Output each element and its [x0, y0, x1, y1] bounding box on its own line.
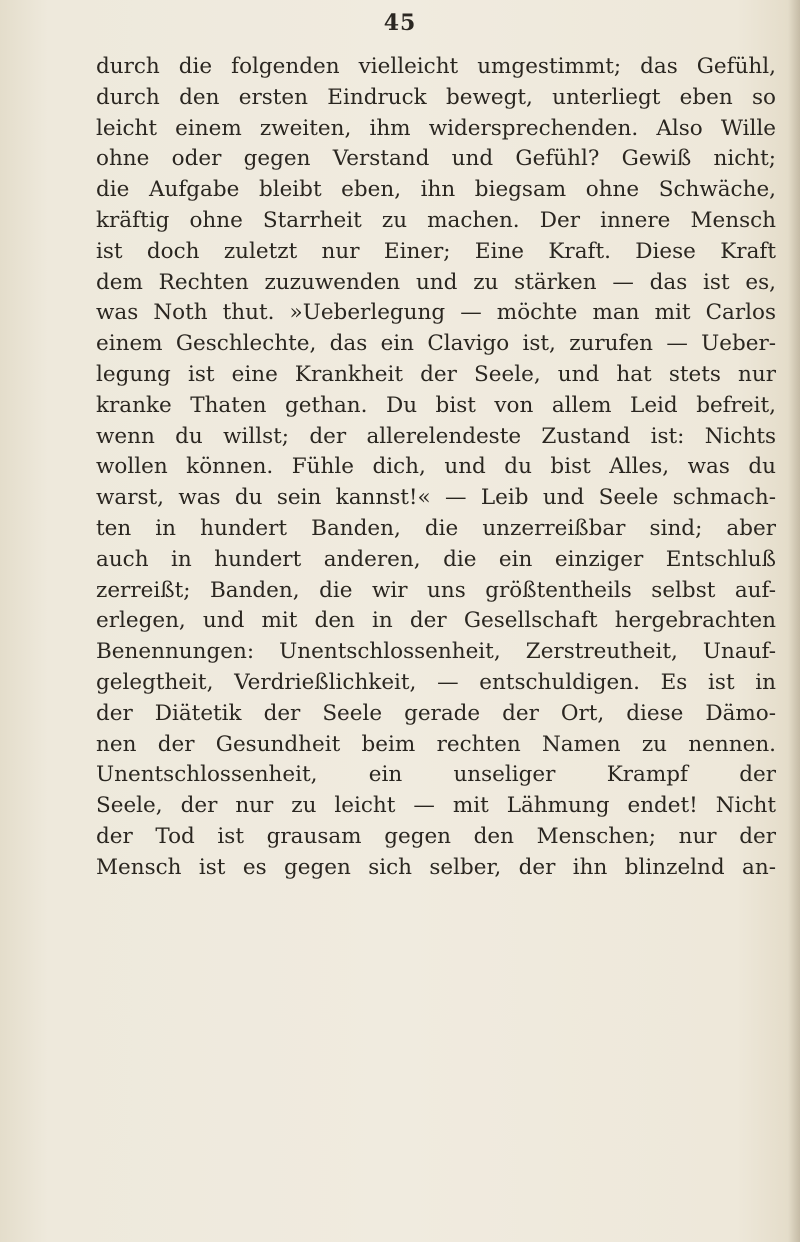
text-line: kräftig ohne Starrheit zu machen. Der innere Mensch: [96, 207, 776, 233]
text-line: Benennungen: Unentschlossenheit, Zerstreutheit, Unauf-: [96, 639, 776, 665]
text-line: wenn du willst; der allerelendeste Zustand ist: Nichts: [96, 423, 776, 449]
text-line: Unentschlossenheit, ein unseliger Krampf der: [96, 762, 776, 788]
text-line: auch in hundert anderen, die ein einziger Entschluß: [96, 546, 776, 572]
text-line: zerreißt; Banden, die wir uns größtentheils selbst auf-: [96, 577, 776, 603]
text-line: die Aufgabe bleibt eben, ihn biegsam ohne Schwäche,: [96, 177, 776, 203]
text-line: dem Rechten zuzuwenden und zu stärken — das ist es,: [96, 269, 776, 295]
text-line: Mensch ist es gegen sich selber, der ihn blinzelnd an-: [96, 854, 776, 880]
text-line: ist doch zuletzt nur Einer; Eine Kraft. Diese Kraft: [96, 238, 776, 264]
text-line: was Noth thut. »Ueberlegung — möchte man mit Carlos: [96, 300, 776, 326]
page-edge-shadow: [788, 0, 800, 1242]
text-line: legung ist eine Krankheit der Seele, und hat stets nur: [96, 361, 776, 387]
text-line: durch die folgenden vielleicht umgestimmt; das Gefühl,: [96, 54, 776, 79]
text-line: gelegtheit, Verdrießlichkeit, — entschuldigen. Es ist in: [96, 669, 776, 695]
text-line: ten in hundert Banden, die unzerreißbar sind; aber: [96, 515, 776, 541]
body-text: [96, 52, 776, 884]
text-line: wollen können. Fühle dich, und du bist Alles, was du: [96, 454, 776, 480]
text-line: warst, was du sein kannst!« — Leib und Seele schmach-: [96, 485, 776, 511]
text-line: Seele, der nur zu leicht — mit Lähmung endet! Nicht: [96, 793, 776, 819]
text-line: der Tod ist grausam gegen den Menschen; nur der: [96, 823, 776, 849]
text-line: leicht einem zweiten, ihm widersprechenden. Also Wille: [96, 115, 776, 141]
page-number: 45: [383, 10, 417, 36]
text-line: der Diätetik der Seele gerade der Ort, diese Dämo-: [96, 700, 776, 726]
text-line: durch den ersten Eindruck bewegt, unterliegt eben so: [96, 84, 776, 110]
text-line: ohne oder gegen Verstand und Gefühl? Gewiß nicht;: [96, 146, 776, 172]
text-line: kranke Thaten gethan. Du bist von allem Leid befreit,: [96, 392, 776, 418]
text-line: nen der Gesundheit beim rechten Namen zu nennen.: [96, 731, 776, 757]
text-line: erlegen, und mit den in der Gesellschaft hergebrachten: [96, 608, 776, 634]
text-line: einem Geschlechte, das ein Clavigo ist, zurufen — Ueber-: [96, 331, 776, 357]
